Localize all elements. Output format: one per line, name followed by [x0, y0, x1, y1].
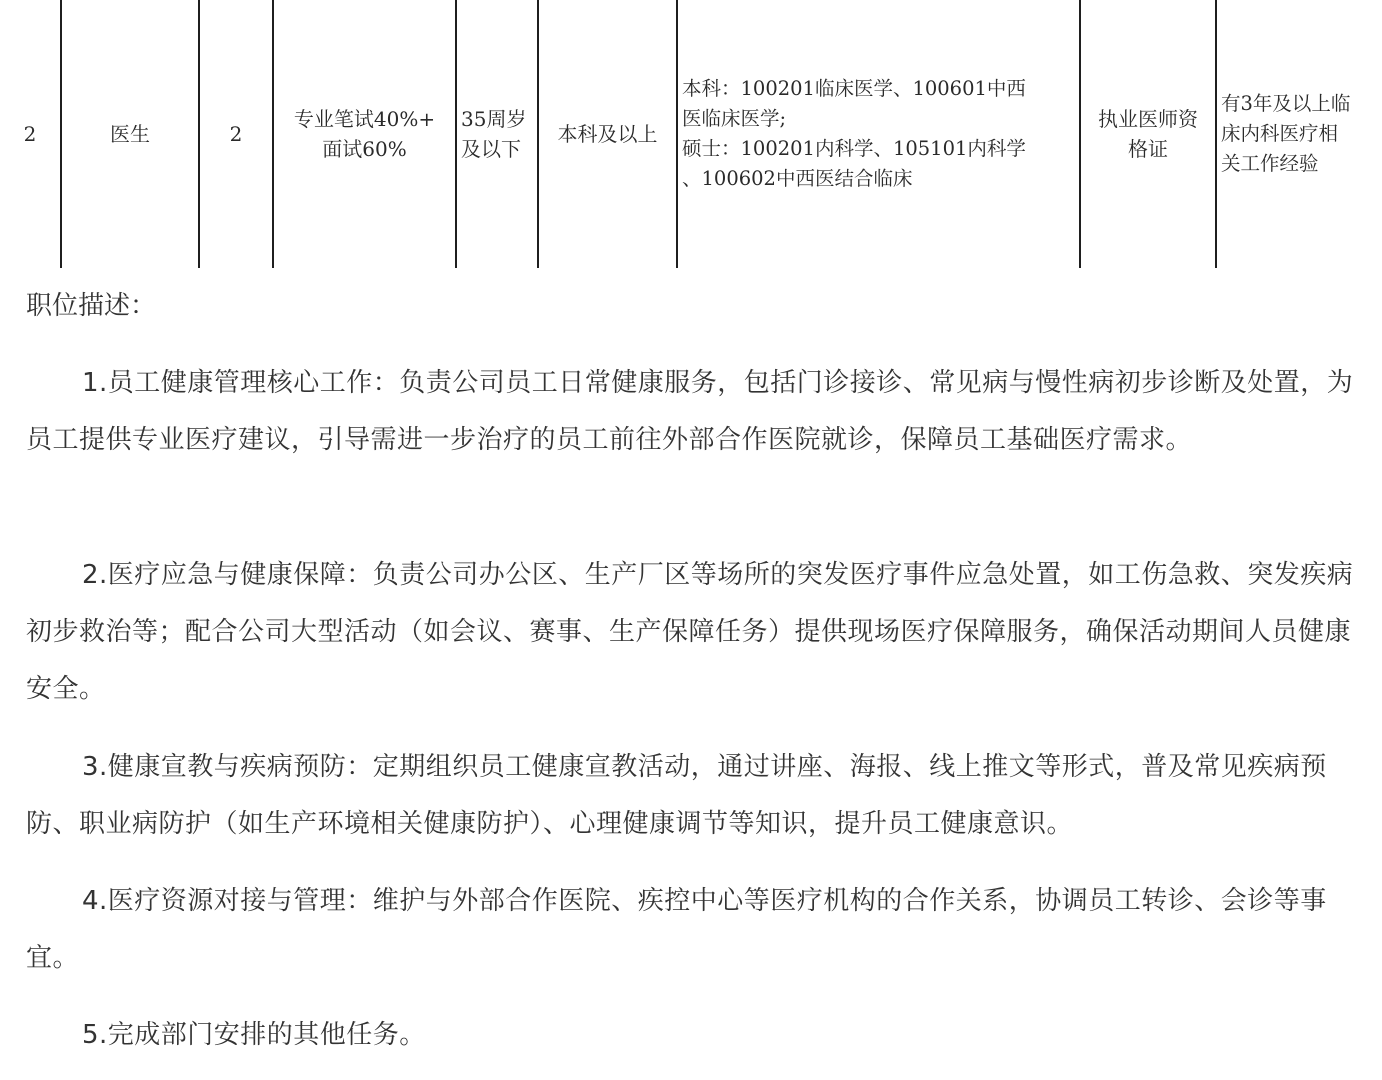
major-value	[682, 74, 1072, 194]
exam-line: 专业笔试40%+	[293, 107, 436, 131]
education-value: 本科及以上	[557, 122, 658, 146]
description-item: 5.完成部门安排的其他任务。	[82, 1020, 426, 1050]
cell-exam	[274, 0, 455, 268]
position-value: 医生	[110, 122, 150, 146]
description-title: 职位描述：	[26, 291, 157, 321]
major-line: 本科：100201临床医学、100601中西	[682, 77, 1026, 100]
job-description	[26, 284, 1366, 1050]
description-item: 2.医疗应急与健康保障：负责公司办公区、生产厂区等场所的突发医疗事件应急处置，如工伤急救、突发疾病初步救治等；配合公司大型活动（如会议、赛事、生产保障任务）提供现场医疗保障服务，确保活动期间人员健康安全。	[26, 560, 1354, 704]
cell-qualification	[1081, 0, 1215, 268]
cell-index	[0, 0, 60, 268]
major-line: 硕士：100201内科学、105101内科学	[682, 137, 1026, 160]
age-line: 及以下	[461, 137, 521, 161]
exam-line: 面试60%	[322, 137, 407, 161]
major-line: 医临床医学;	[682, 107, 787, 130]
experience-line: 关工作经验	[1221, 152, 1319, 175]
cell-experience	[1217, 0, 1382, 268]
age-value	[461, 104, 533, 164]
recruitment-table-row	[0, 0, 1382, 268]
cell-position	[62, 0, 198, 268]
qualification-value	[1088, 104, 1208, 164]
description-item: 3.健康宣教与疾病预防：定期组织员工健康宣教活动，通过讲座、海报、线上推文等形式，普及常见疾病预防、职业病防护（如生产环境相关健康防护）、心理健康调节等知识，提升员工健康意识。	[26, 752, 1327, 839]
cell-count	[200, 0, 272, 268]
major-line: 、100602中西医结合临床	[682, 167, 913, 190]
count-value: 2	[229, 122, 243, 146]
experience-value	[1221, 89, 1381, 179]
experience-line: 床内科医疗相	[1221, 122, 1339, 145]
exam-value	[285, 104, 445, 164]
cell-education	[539, 0, 676, 268]
experience-line: 有3年及以上临	[1221, 92, 1351, 115]
age-line: 35周岁	[461, 107, 527, 131]
qualification-line: 格证	[1128, 137, 1168, 161]
cell-major	[678, 0, 1079, 268]
cell-age	[457, 0, 537, 268]
description-item: 1.员工健康管理核心工作：负责公司员工日常健康服务，包括门诊接诊、常见病与慢性病初步诊断及处置，为员工提供专业医疗建议，引导需进一步治疗的员工前往外部合作医院就诊，保障员工基础医疗需求。	[26, 368, 1354, 455]
index-value: 2	[23, 122, 37, 146]
description-item: 4.医疗资源对接与管理：维护与外部合作医院、疾控中心等医疗机构的合作关系，协调员工转诊、会诊等事宜。	[26, 886, 1327, 973]
qualification-line: 执业医师资	[1098, 107, 1198, 131]
